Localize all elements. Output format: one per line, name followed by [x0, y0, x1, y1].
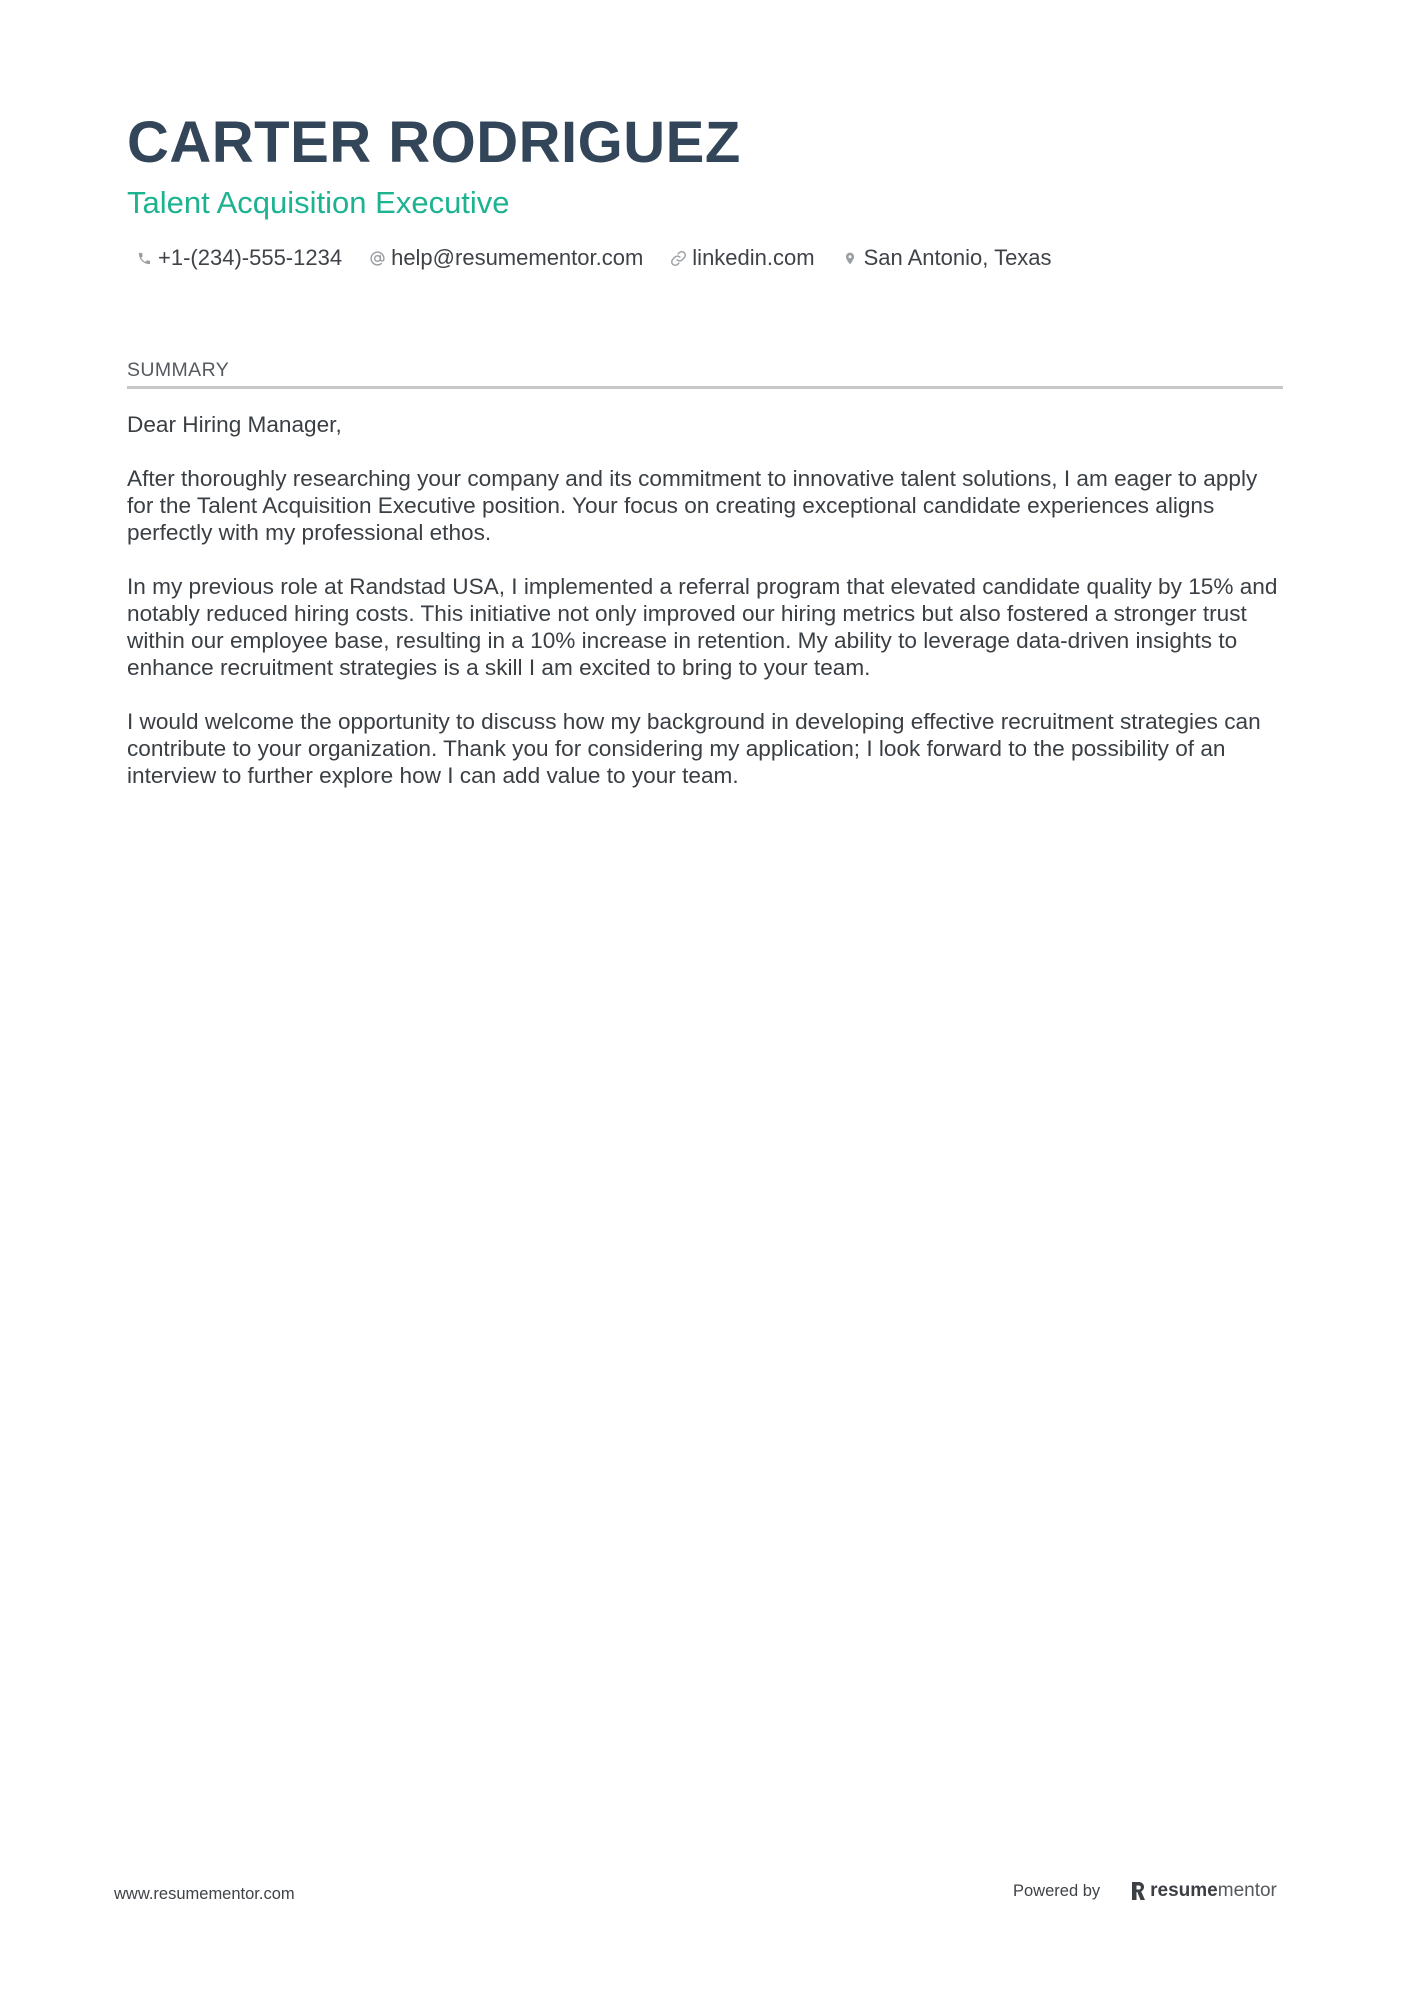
- contact-email[interactable]: [368, 245, 643, 271]
- brand-logo[interactable]: [1130, 1880, 1277, 1902]
- footer-powered-by: [1013, 1880, 1277, 1902]
- linkedin-text[interactable]: linkedin.com: [692, 245, 815, 270]
- contact-location: [841, 245, 1052, 271]
- phone-icon: [135, 249, 153, 267]
- resumementor-logo-icon: [1130, 1881, 1146, 1901]
- candidate-name: CARTER RODRIGUEZ: [127, 110, 741, 175]
- brand-text-light: mentor: [1217, 1880, 1277, 1901]
- brand-text-bold: resume: [1150, 1880, 1218, 1901]
- at-icon: [368, 249, 386, 267]
- section-heading-summary: SUMMARY: [127, 359, 1283, 389]
- contact-bar: [135, 245, 1078, 271]
- letter-body: [127, 411, 1289, 816]
- location-pin-icon: [841, 249, 859, 267]
- contact-linkedin[interactable]: [669, 245, 814, 271]
- link-icon: [669, 249, 687, 267]
- footer-website[interactable]: www.resumementor.com: [114, 1885, 295, 1903]
- letter-greeting: Dear Hiring Manager,: [127, 412, 342, 437]
- location-text: San Antonio, Texas: [863, 245, 1052, 270]
- contact-phone: [135, 245, 342, 271]
- job-title: Talent Acquisition Executive: [127, 185, 510, 220]
- letter-paragraph: I would welcome the opportunity to discuss how my background in developing effective recruitment strategies can contribute to your organization. Thank you for considering my application; I look forward to the possibility of an interview to further explore how I can add value to your team.: [127, 709, 1261, 788]
- phone-text: +1-(234)-555-1234: [158, 245, 343, 270]
- letter-paragraph: In my previous role at Randstad USA, I implemented a referral program that elevated candidate quality by 15% and notably reduced hiring costs. This initiative not only improved our hiring metrics but also fostered a stronger trust within our employee base, resulting in a 10% increase in retention. My ability to leverage data-driven insights to enhance recruitment strategies is a skill I am excited to bring to your team.: [127, 574, 1278, 680]
- powered-by-label: Powered by: [1013, 1881, 1101, 1900]
- letter-paragraph: After thoroughly researching your company and its commitment to innovative talent solutions, I am eager to apply for the Talent Acquisition Executive position. Your focus on creating exceptional candidate experiences aligns perfectly with my professional ethos.: [127, 466, 1258, 545]
- email-text[interactable]: help@resumementor.com: [391, 245, 644, 270]
